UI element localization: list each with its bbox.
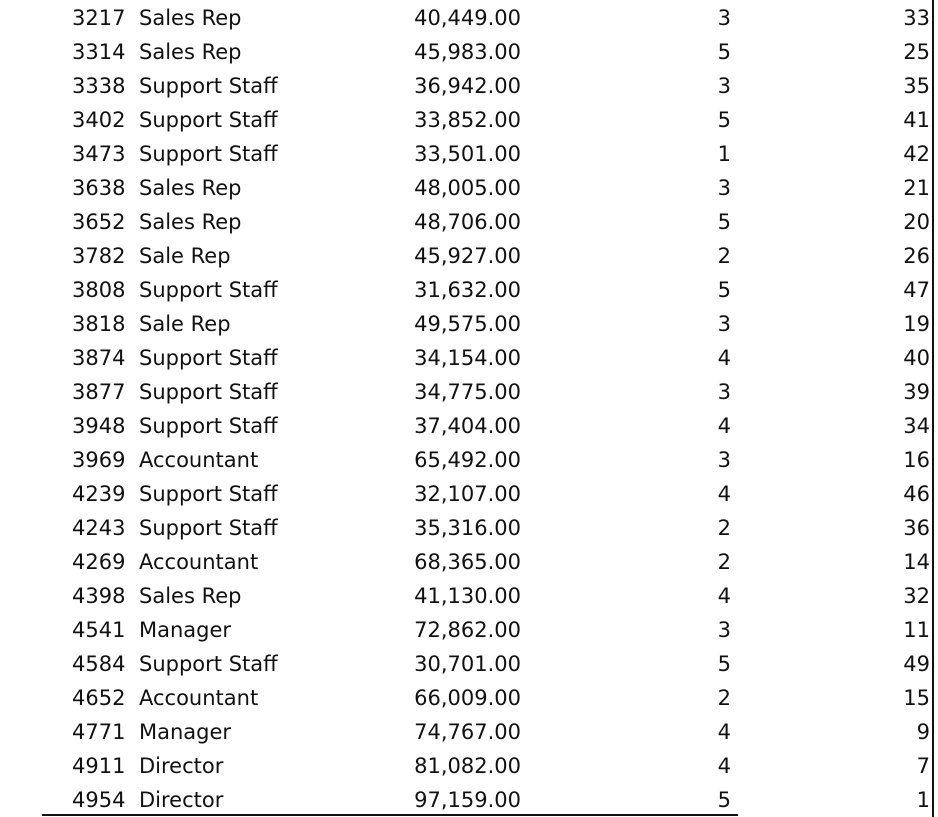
employee-id-cell[interactable]: 3874 <box>72 346 126 370</box>
job-title-cell[interactable]: Support Staff <box>139 414 278 438</box>
salary-cell[interactable]: 45,927.00 <box>414 244 521 268</box>
table-row <box>0 647 938 681</box>
employee-id-cell[interactable]: 3818 <box>72 312 126 336</box>
job-title-cell[interactable]: Sales Rep <box>139 176 242 200</box>
table-row <box>0 749 938 783</box>
rating-cell[interactable]: 5 <box>717 278 731 302</box>
rating-cell[interactable]: 2 <box>717 516 731 540</box>
rank-cell[interactable]: 15 <box>903 686 930 710</box>
employee-id-cell[interactable]: 3969 <box>72 448 126 472</box>
table-row <box>0 477 938 511</box>
table-row <box>0 443 938 477</box>
employee-id-cell[interactable]: 3402 <box>72 108 126 132</box>
table-row <box>0 341 938 375</box>
employee-id-cell[interactable]: 3638 <box>72 176 126 200</box>
table-row <box>0 137 938 171</box>
table-row <box>0 35 938 69</box>
salary-cell[interactable]: 48,005.00 <box>414 176 521 200</box>
rating-cell[interactable]: 5 <box>717 108 731 132</box>
salary-cell[interactable]: 65,492.00 <box>414 448 521 472</box>
employee-id-cell[interactable]: 4771 <box>72 720 126 744</box>
rating-cell[interactable]: 5 <box>717 652 731 676</box>
rating-cell[interactable]: 4 <box>717 414 731 438</box>
job-title-cell[interactable]: Sale Rep <box>139 312 231 336</box>
salary-cell[interactable]: 72,862.00 <box>414 618 521 642</box>
salary-cell[interactable]: 30,701.00 <box>414 652 521 676</box>
rank-cell[interactable]: 16 <box>903 448 930 472</box>
job-title-cell[interactable]: Support Staff <box>139 346 278 370</box>
rating-cell[interactable]: 3 <box>717 448 731 472</box>
rating-cell[interactable]: 3 <box>717 618 731 642</box>
salary-cell[interactable]: 36,942.00 <box>414 74 521 98</box>
employee-id-cell[interactable]: 4269 <box>72 550 126 574</box>
table-row <box>0 273 938 307</box>
job-title-cell[interactable]: Manager <box>139 720 232 744</box>
rank-cell[interactable]: 42 <box>903 142 930 166</box>
employee-id-cell[interactable]: 3652 <box>72 210 126 234</box>
salary-cell[interactable]: 68,365.00 <box>414 550 521 574</box>
job-title-cell[interactable]: Support Staff <box>139 482 278 506</box>
salary-cell[interactable]: 41,130.00 <box>414 584 521 608</box>
rank-cell[interactable]: 49 <box>903 652 930 676</box>
rank-cell[interactable]: 32 <box>903 584 930 608</box>
employee-id-cell[interactable]: 3782 <box>72 244 126 268</box>
rank-cell[interactable]: 47 <box>903 278 930 302</box>
salary-cell[interactable]: 33,852.00 <box>414 108 521 132</box>
table-row <box>0 171 938 205</box>
rank-cell[interactable]: 20 <box>903 210 930 234</box>
employee-id-cell[interactable]: 3473 <box>72 142 126 166</box>
employee-id-cell[interactable]: 3217 <box>72 6 126 30</box>
job-title-cell[interactable]: Support Staff <box>139 108 278 132</box>
rank-cell[interactable]: 33 <box>903 6 930 30</box>
rating-cell[interactable]: 2 <box>717 244 731 268</box>
table-row <box>0 205 938 239</box>
employee-id-cell[interactable]: 4652 <box>72 686 126 710</box>
job-title-cell[interactable]: Accountant <box>139 448 259 472</box>
salary-cell[interactable]: 32,107.00 <box>414 482 521 506</box>
rank-cell[interactable]: 11 <box>903 618 930 642</box>
table-row <box>0 103 938 137</box>
rating-cell[interactable]: 3 <box>717 380 731 404</box>
rating-cell[interactable]: 3 <box>717 312 731 336</box>
job-title-cell[interactable]: Manager <box>139 618 232 642</box>
employee-id-cell[interactable]: 4243 <box>72 516 126 540</box>
job-title-cell[interactable]: Support Staff <box>139 652 278 676</box>
employee-id-cell[interactable]: 4911 <box>72 754 126 778</box>
job-title-cell[interactable]: Sale Rep <box>139 244 231 268</box>
employee-id-cell[interactable]: 3314 <box>72 40 126 64</box>
employee-id-cell[interactable]: 3948 <box>72 414 126 438</box>
salary-cell[interactable]: 45,983.00 <box>414 40 521 64</box>
rating-cell[interactable]: 5 <box>717 788 731 812</box>
rank-cell[interactable]: 39 <box>903 380 930 404</box>
rank-cell[interactable]: 1 <box>916 788 930 812</box>
rank-cell[interactable]: 19 <box>903 312 930 336</box>
salary-cell[interactable]: 40,449.00 <box>414 6 521 30</box>
table-row <box>0 579 938 613</box>
rank-cell[interactable]: 40 <box>903 346 930 370</box>
employee-id-cell[interactable]: 4954 <box>72 788 126 812</box>
table-row <box>0 239 938 273</box>
job-title-cell[interactable]: Sales Rep <box>139 584 242 608</box>
rating-cell[interactable]: 5 <box>717 210 731 234</box>
rank-cell[interactable]: 26 <box>903 244 930 268</box>
rank-cell[interactable]: 14 <box>903 550 930 574</box>
rating-cell[interactable]: 3 <box>717 6 731 30</box>
job-title-cell[interactable]: Sales Rep <box>139 210 242 234</box>
rating-cell[interactable]: 2 <box>717 686 731 710</box>
table-row <box>0 307 938 341</box>
salary-cell[interactable]: 48,706.00 <box>414 210 521 234</box>
employee-id-cell[interactable]: 3808 <box>72 278 126 302</box>
salary-cell[interactable]: 37,404.00 <box>414 414 521 438</box>
salary-cell[interactable]: 49,575.00 <box>414 312 521 336</box>
rank-cell[interactable]: 46 <box>903 482 930 506</box>
rating-cell[interactable]: 3 <box>717 74 731 98</box>
rating-cell[interactable]: 5 <box>717 40 731 64</box>
employee-id-cell[interactable]: 3338 <box>72 74 126 98</box>
employee-id-cell[interactable]: 4541 <box>72 618 126 642</box>
rating-cell[interactable]: 4 <box>717 754 731 778</box>
rank-cell[interactable]: 35 <box>903 74 930 98</box>
rating-cell[interactable]: 4 <box>717 720 731 744</box>
table-row <box>0 681 938 715</box>
table-row <box>0 783 938 817</box>
employee-id-cell[interactable]: 4239 <box>72 482 126 506</box>
rank-cell[interactable]: 41 <box>903 108 930 132</box>
table-row <box>0 545 938 579</box>
salary-cell[interactable]: 34,154.00 <box>414 346 521 370</box>
table-row <box>0 1 938 35</box>
rank-cell[interactable]: 36 <box>903 516 930 540</box>
table-row <box>0 511 938 545</box>
rank-cell[interactable]: 34 <box>903 414 930 438</box>
rank-cell[interactable]: 9 <box>916 720 930 744</box>
rating-cell[interactable]: 3 <box>717 176 731 200</box>
employee-id-cell[interactable]: 4584 <box>72 652 126 676</box>
job-title-cell[interactable]: Director <box>139 754 224 778</box>
salary-cell[interactable]: 33,501.00 <box>414 142 521 166</box>
rank-cell[interactable]: 21 <box>903 176 930 200</box>
rank-cell[interactable]: 25 <box>903 40 930 64</box>
rating-cell[interactable]: 1 <box>717 142 731 166</box>
table-row <box>0 69 938 103</box>
table-row <box>0 409 938 443</box>
salary-cell[interactable]: 66,009.00 <box>414 686 521 710</box>
salary-cell[interactable]: 74,767.00 <box>414 720 521 744</box>
salary-cell[interactable]: 31,632.00 <box>414 278 521 302</box>
rank-cell[interactable]: 7 <box>916 754 930 778</box>
table-row <box>0 375 938 409</box>
job-title-cell[interactable]: Support Staff <box>139 142 278 166</box>
employee-id-cell[interactable]: 3877 <box>72 380 126 404</box>
job-title-cell[interactable]: Support Staff <box>139 74 278 98</box>
rating-cell[interactable]: 4 <box>717 482 731 506</box>
rating-cell[interactable]: 4 <box>717 584 731 608</box>
job-title-cell[interactable]: Sales Rep <box>139 40 242 64</box>
rating-cell[interactable]: 2 <box>717 550 731 574</box>
job-title-cell[interactable]: Support Staff <box>139 380 278 404</box>
salary-cell[interactable]: 97,159.00 <box>414 788 521 812</box>
job-title-cell[interactable]: Support Staff <box>139 278 278 302</box>
table-row <box>0 613 938 647</box>
table-row <box>0 715 938 749</box>
salary-cell[interactable]: 34,775.00 <box>414 380 521 404</box>
job-title-cell[interactable]: Support Staff <box>139 516 278 540</box>
salary-cell[interactable]: 81,082.00 <box>414 754 521 778</box>
job-title-cell[interactable]: Accountant <box>139 686 259 710</box>
job-title-cell[interactable]: Director <box>139 788 224 812</box>
salary-cell[interactable]: 35,316.00 <box>414 516 521 540</box>
job-title-cell[interactable]: Sales Rep <box>139 6 242 30</box>
employee-id-cell[interactable]: 4398 <box>72 584 126 608</box>
rating-cell[interactable]: 4 <box>717 346 731 370</box>
job-title-cell[interactable]: Accountant <box>139 550 259 574</box>
